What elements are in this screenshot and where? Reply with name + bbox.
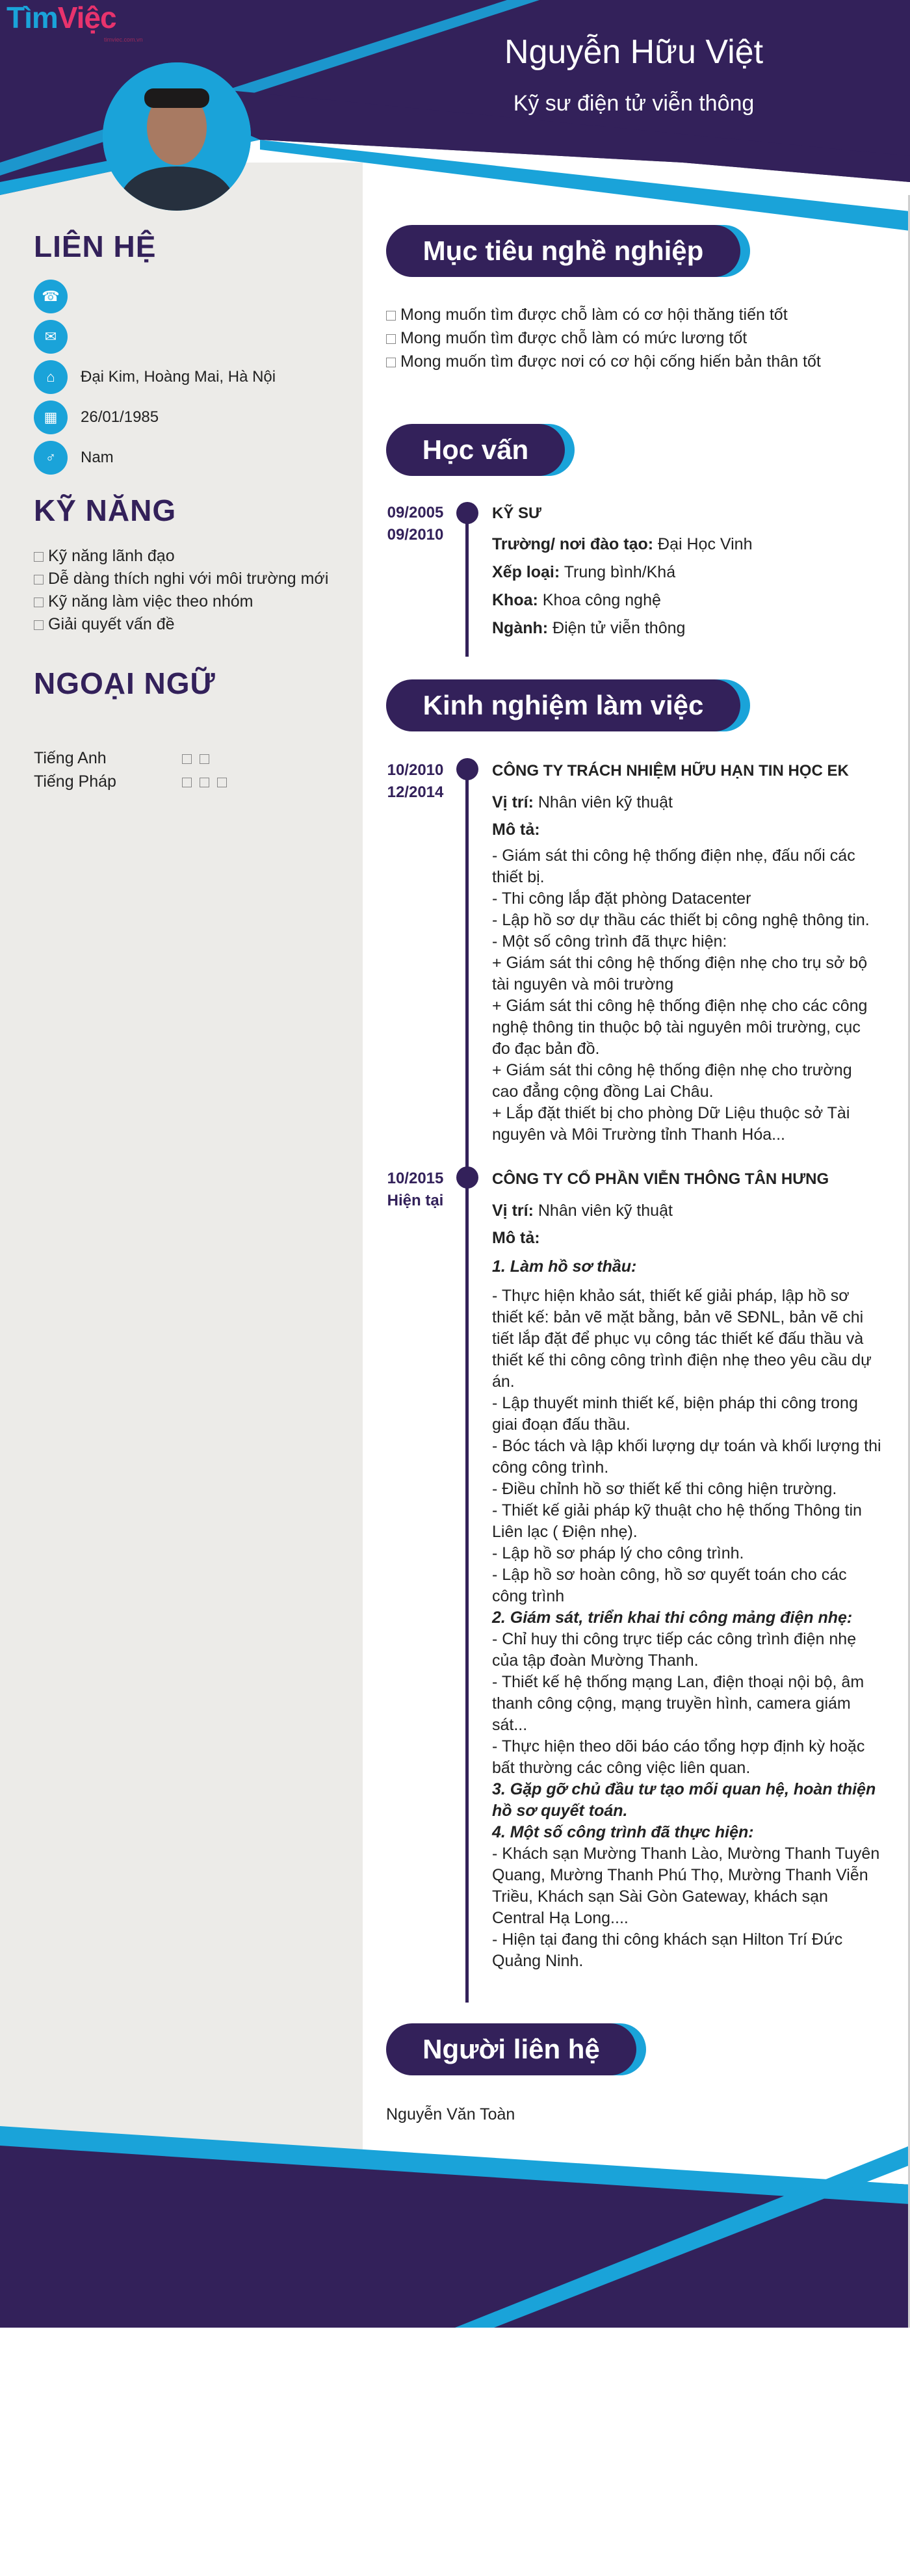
- contact-heading: LIÊN HỆ: [34, 230, 157, 263]
- section-title: Học vấn: [386, 424, 565, 476]
- reference-name: Nguyễn Văn Toàn: [386, 2105, 515, 2123]
- list-item: Kỹ năng lãnh đạo: [34, 545, 328, 568]
- brand-logo[interactable]: TìmViệc: [6, 1, 116, 34]
- experience-section-header: [386, 679, 750, 731]
- company-name: CÔNG TY CỔ PHẦN VIỄN THÔNG TÂN HƯNG: [492, 1170, 829, 1188]
- job-description: - Giám sát thi công hệ thống điện nhẹ, đấu nối các thiết bị. - Thi công lắp đặt phòng Datacenter - Lập hồ sơ dự thầu các thiết bị công nghệ thông tin. - Một số công trình đã thực hiện: + Giám sát thi công hệ thống điện nhẹ cho trụ sở bộ tài nguyên và môi trường + Giám sát thi công hệ thống điện nhẹ cho các công nghệ thông tin thuộc bộ tài nguyên môi trường, cục đo đạc bản đồ. + Giám sát thi công hệ thống điện nhẹ cho trường cao đẳng cộng đồng Lai Châu. + Lắp đặt thiết bị cho phòng Dữ Liệu thuộc sở Tài nguyên và Môi Trường tỉnh Thanh Hóa...: [492, 847, 870, 1144]
- checkbox-icon: [386, 334, 396, 344]
- objective-section-header: [386, 225, 750, 277]
- date-range: 09/2005 09/2010: [387, 504, 444, 544]
- language-name: Tiếng Pháp: [34, 772, 116, 791]
- contact-phone[interactable]: [34, 280, 81, 313]
- avatar: [103, 62, 251, 211]
- job-description: 1. Làm hồ sơ thầu: - Thực hiện khảo sát, thiết kế giải pháp, lập hồ sơ thiết kế: bản vẽ mặt bằng, bản vẽ SĐNL, bản vẽ chi tiết lắp đặt để phục vụ công tác thiết kế đấu thầu và thiết kế thi công công trình điện nhẹ theo yêu cầu dự án. - Lập thuyết minh thiết kế, biện pháp thi công trong giai đoạn đấu thầu. - Bóc tách và lập khối lượng dự toán và khối lượng thi công công trình. - Điều chỉnh hồ sơ thiết kế thi công hiện trường. - Thiết kế giải pháp kỹ thuật cho hệ thống Thông tin Liên lạc ( Điện nhẹ). - Lập hồ sơ pháp lý cho công trình. - Lập hồ sơ hoàn công, hồ sơ quyết toán cho các công trình 2. Giám sát, triển khai thi công mảng điện nhẹ: - Chỉ huy thi công trực tiếp các công trình điện nhẹ của tập đoàn Mường Thanh. - Thiết kế hệ thống mạng Lan, điện thoại nội bộ, âm thanh công cộng, mạng truyền hình, camera giám sát... - Thực hiện theo dõi báo cáo tổng hợp định kỳ hoặc bất thường các công việc liên quan. 3. Gặp gỡ chủ đầu tư tạo mối quan hệ, hoàn thiện hồ sơ quyết toán. 4. Một số công trình đã thực hiện: - Khách sạn Mường Thanh Lào, Mường Thanh Tuyên Quang, Mường Thanh Phú Thọ, Mường Thanh Viễn Triều, Khách sạn Sài Gòn Gateway, khách sạn Central Hạ Long.... - Hiện tại đang thi công khách sạn Hilton Trí Đức Quảng Ninh.: [492, 1257, 881, 1970]
- level-box-icon: [200, 754, 209, 764]
- timeline-dot: [456, 1166, 478, 1189]
- email-icon: ✉: [34, 320, 68, 354]
- position-line: Vị trí: Nhân viên kỹ thuật: [492, 793, 673, 811]
- language-level: [182, 778, 227, 787]
- skills-list: [34, 545, 328, 636]
- degree-title: KỸ SƯ: [492, 505, 541, 522]
- timeline-line: [465, 514, 469, 657]
- contact-email[interactable]: [34, 320, 81, 354]
- checkbox-icon: [34, 552, 44, 562]
- language-name: Tiếng Anh: [34, 749, 107, 767]
- checkbox-icon: [34, 598, 44, 607]
- objective-list: [386, 303, 821, 373]
- section-title: Kinh nghiệm làm việc: [386, 679, 740, 731]
- checkbox-icon: [34, 575, 44, 585]
- faculty-line: Khoa: Khoa công nghệ: [492, 591, 661, 609]
- gender-icon: ♂: [34, 441, 68, 475]
- phone-icon: ☎: [34, 280, 68, 313]
- school-line: Trường/ nơi đào tạo: Đại Học Vinh: [492, 535, 753, 553]
- timeline-dot: [456, 502, 478, 524]
- reference-section-header: [386, 2023, 646, 2075]
- avatar-photo: [103, 62, 251, 211]
- level-box-icon: [182, 754, 192, 764]
- company-name: CÔNG TY TRÁCH NHIỆM HỮU HẠN TIN HỌC EK: [492, 762, 849, 780]
- sidebar-bg-lower: [0, 1287, 363, 2185]
- timeline-dot: [456, 758, 478, 780]
- list-item: Kỹ năng làm việc theo nhóm: [34, 590, 328, 613]
- skills-heading: KỸ NĂNG: [34, 493, 177, 527]
- section-title: Người liên hệ: [386, 2023, 636, 2075]
- list-item: Giải quyết vấn đề: [34, 613, 328, 636]
- description-label: Mô tả:: [492, 821, 540, 839]
- education-section-header: [386, 424, 575, 476]
- checkbox-icon: [386, 358, 396, 367]
- date-range: 10/2015 Hiện tại: [387, 1170, 444, 1209]
- date-range: 10/2010 12/2014: [387, 761, 444, 801]
- list-item: Mong muốn tìm được chỗ làm có mức lương tốt: [386, 326, 821, 350]
- candidate-job-title: Kỹ sư điện tử viễn thông: [513, 91, 755, 116]
- brand-logo-subtext: timviec.com.vn: [104, 36, 143, 43]
- level-box-icon: [217, 778, 227, 787]
- list-item: Mong muốn tìm được chỗ làm có cơ hội thăng tiến tốt: [386, 303, 821, 326]
- candidate-name: Nguyễn Hữu Việt: [504, 33, 764, 71]
- level-box-icon: [182, 778, 192, 787]
- checkbox-icon: [34, 620, 44, 630]
- section-title: Mục tiêu nghề nghiệp: [386, 225, 740, 277]
- location-icon: ⌂: [34, 360, 68, 394]
- checkbox-icon: [386, 311, 396, 321]
- position-line: Vị trí: Nhân viên kỹ thuật: [492, 1202, 673, 1220]
- birthday-icon: ▦: [34, 401, 68, 434]
- major-line: Ngành: Điện tử viễn thông: [492, 619, 686, 637]
- contact-gender: ♂ Nam: [34, 441, 114, 475]
- timeline-line: [465, 767, 469, 2003]
- description-label: Mô tả:: [492, 1229, 540, 1247]
- list-item: Dễ dàng thích nghi với môi trường mới: [34, 568, 328, 590]
- level-box-icon: [200, 778, 209, 787]
- contact-birthday: ▦ 26/01/1985: [34, 401, 159, 434]
- contact-address: ⌂ Đại Kim, Hoàng Mai, Hà Nội: [34, 360, 276, 394]
- list-item: Mong muốn tìm được nơi có cơ hội cống hiến bản thân tốt: [386, 350, 821, 373]
- language-level: [182, 754, 209, 764]
- rank-line: Xếp loại: Trung bình/Khá: [492, 563, 676, 581]
- languages-heading: NGOẠI NGỮ: [34, 666, 216, 700]
